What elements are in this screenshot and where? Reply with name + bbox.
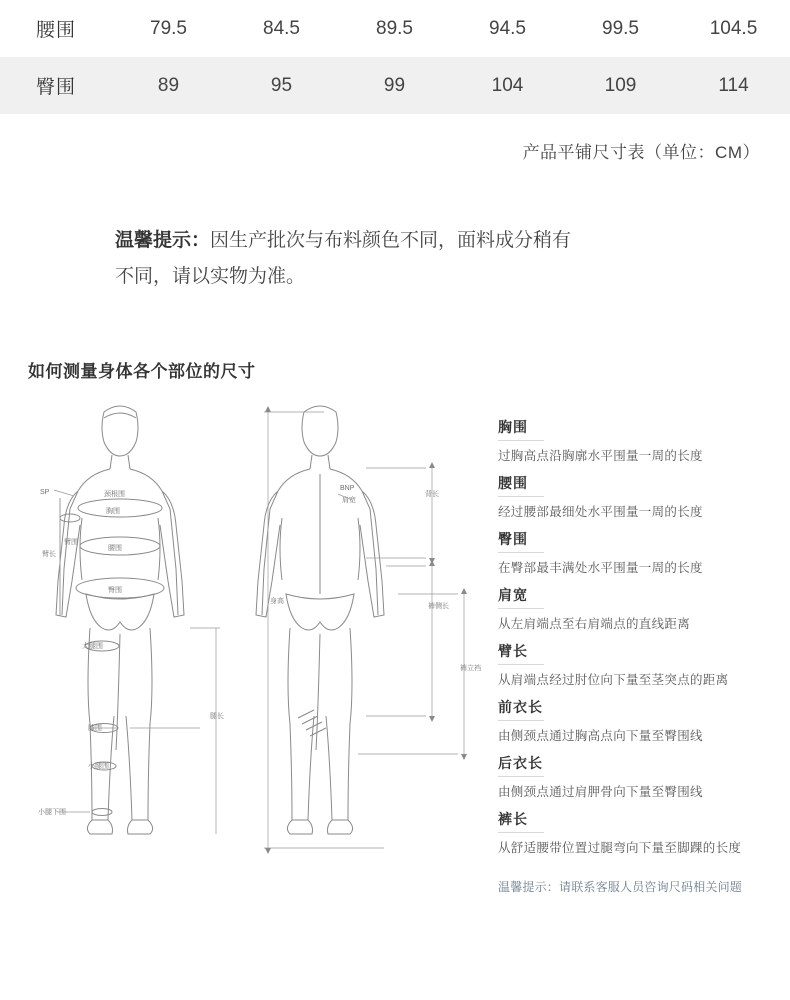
- def-term-shoulder-width: 肩宽: [498, 585, 544, 609]
- label-crotch: 裤立裆: [460, 665, 481, 672]
- row-label-hip: 臀围: [35, 77, 76, 98]
- def-term-pants-length: 裤长: [498, 809, 544, 833]
- label-calf: 小腿围: [88, 763, 109, 770]
- cell-waist-5: 104.5: [709, 17, 758, 39]
- label-upper-arm: 臂围: [64, 539, 78, 546]
- size-table: [0, 0, 790, 114]
- label-chest: 胸围: [106, 508, 120, 515]
- def-term-arm-length: 臂长: [498, 641, 544, 665]
- def-desc-pants-length: 从舒适腰带位置过腿弯向下量至脚踝的长度: [498, 841, 742, 855]
- warm-tip-line2: 不同，请以实物为准。: [115, 266, 306, 287]
- def-desc-back-length: 由侧颈点通过肩胛骨向下量至臀围线: [498, 785, 703, 799]
- label-height: 身高: [270, 598, 284, 605]
- cell-hip-3: 104: [491, 74, 524, 96]
- measurement-diagram-svg: [20, 398, 490, 858]
- label-shoulder-point: 颈根围: [104, 491, 125, 498]
- label-knee: 膝围: [88, 725, 102, 732]
- def-desc-shoulder-width: 从左肩端点至右肩端点的直线距离: [498, 617, 691, 631]
- def-term-waist: 腰围: [498, 473, 544, 497]
- def-term-back-length: 后衣长: [498, 753, 544, 777]
- table-row: [0, 0, 790, 57]
- label-hip: 臀围: [108, 587, 122, 594]
- label-leg-length: 腿长: [210, 713, 224, 720]
- unit-note: 产品平铺尺寸表（单位：CM）: [522, 143, 760, 162]
- body-figures: [20, 398, 490, 858]
- label-waist: 腰围: [108, 545, 122, 552]
- cell-hip-5: 114: [718, 74, 749, 96]
- label-shoulder-width: 肩宽: [342, 497, 356, 504]
- label-arm-length: 臂长: [42, 551, 56, 558]
- cell-hip-2: 99: [383, 74, 406, 96]
- cell-waist-0: 79.5: [150, 17, 187, 39]
- cell-hip-0: 89: [157, 74, 180, 96]
- label-sp: SP: [40, 489, 50, 496]
- measure-diagram-area: [0, 398, 790, 894]
- warm-tip-line1: 因生产批次与布料颜色不同，面料成分稍有: [210, 230, 572, 251]
- def-term-chest: 胸围: [498, 417, 544, 441]
- def-term-front-length: 前衣长: [498, 697, 544, 721]
- measure-section-title: 如何测量身体各个部位的尺寸: [28, 362, 256, 381]
- label-bnp: BNP: [340, 485, 355, 492]
- def-desc-waist: 经过腰部最细处水平围量一周的长度: [498, 505, 703, 519]
- cell-waist-2: 89.5: [376, 17, 413, 39]
- def-desc-hip: 在臀部最丰满处水平围量一周的长度: [498, 561, 703, 575]
- label-sleeve-length: 裤侧长: [428, 603, 449, 610]
- cell-waist-4: 99.5: [602, 17, 639, 39]
- warm-tip-label: 温馨提示：: [115, 230, 211, 251]
- cell-waist-3: 94.5: [489, 17, 526, 39]
- cell-hip-4: 109: [604, 74, 637, 96]
- back-figure: [256, 406, 384, 834]
- definitions-footer-note: 温馨提示：请联系客服人员咨询尺码相关问题: [498, 880, 743, 894]
- def-term-hip: 臀围: [498, 529, 544, 553]
- definitions-list: [498, 408, 778, 895]
- row-label-waist: 腰围: [35, 20, 76, 41]
- def-desc-arm-length: 从肩端点经过肘位向下量至茎突点的距离: [498, 673, 729, 687]
- cell-hip-1: 95: [270, 74, 293, 96]
- warm-tip: [0, 223, 790, 295]
- label-back-length: 背长: [425, 491, 439, 498]
- cell-waist-1: 84.5: [263, 17, 300, 39]
- front-figure: [56, 406, 184, 834]
- table-row: [0, 57, 790, 114]
- label-thigh: 大腿围: [82, 643, 103, 650]
- label-ankle: 小腿下围: [38, 809, 66, 816]
- def-desc-chest: 过胸高点沿胸廓水平围量一周的长度: [498, 449, 703, 463]
- def-desc-front-length: 由侧颈点通过胸高点向下量至臀围线: [498, 729, 703, 743]
